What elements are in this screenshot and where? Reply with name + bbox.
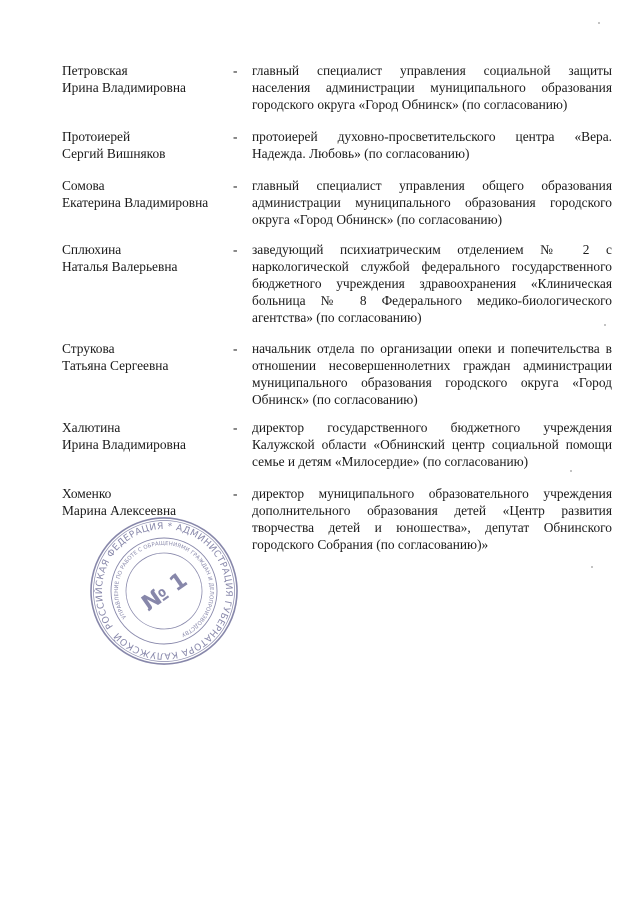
stamp-inner-text: УПРАВЛЕНИЕ ПО РАБОТЕ С ОБРАЩЕНИЯМИ ГРАЖДАН И ДЕЛОПРОИЗВОДСТВУ xyxy=(113,540,215,638)
dash: - xyxy=(233,129,238,144)
member-given-names: Марина Алексеевна xyxy=(62,503,177,518)
member-name xyxy=(62,419,232,453)
member-surname: Халютина xyxy=(62,420,121,435)
member-position: главный специалист управления общего образования администрации муниципального образования городского округа «Город Обнинск» (по согласованию) xyxy=(252,178,612,227)
stamp-outer-text: РОССИЙСКАЯ ФЕДЕРАЦИЯ * АДМИНИСТРАЦИЯ ГУБЕРНАТОРА КАЛУЖСКОЙ xyxy=(93,520,235,662)
member-position: директор муниципального образовательного учреждения дополнительного образования детей «Центр развития творчества детей и юношества», депутат Обнинского городского Собрания (по согласованию)» xyxy=(252,486,612,552)
member-given-names: Ирина Владимировна xyxy=(62,80,186,95)
member-position: главный специалист управления социальной защиты населения администрации муниципального образования городского округа «Город Обнинск» (по согласованию) xyxy=(252,63,612,112)
member-given-names: Сергий Вишняков xyxy=(62,146,166,161)
member-surname: Протоиерей xyxy=(62,129,131,144)
dash: - xyxy=(233,242,238,257)
member-surname: Хоменко xyxy=(62,486,112,501)
member-position: начальник отдела по организации опеки и попечительства в отношении несовершеннолетних граждан администрации муниципального образования городского округа «Город Обнинск» (по согласованию) xyxy=(252,341,612,407)
member-name xyxy=(62,485,232,519)
dash: - xyxy=(233,341,238,356)
member-given-names: Татьяна Сергеевна xyxy=(62,358,169,373)
member-surname: Петровская xyxy=(62,63,128,78)
member-given-names: Ирина Владимировна xyxy=(62,437,186,452)
scan-speck xyxy=(604,324,606,326)
scan-speck xyxy=(570,470,572,472)
dash: - xyxy=(233,178,238,193)
member-name xyxy=(62,128,232,162)
dash: - xyxy=(233,420,238,435)
scan-speck xyxy=(598,22,600,24)
member-name xyxy=(62,62,232,96)
stamp-number: № 1 xyxy=(137,567,193,617)
member-position: протоиерей духовно-просветительского центра «Вера. Надежда. Любовь» (по согласованию) xyxy=(252,129,612,161)
member-name xyxy=(62,177,232,211)
dash: - xyxy=(233,486,238,501)
member-surname: Струкова xyxy=(62,341,115,356)
member-position: директор государственного бюджетного учреждения Калужской области «Обнинский центр социальной помощи семье и детям «Милосердие» (по согласованию) xyxy=(252,420,612,469)
member-surname: Сплюхина xyxy=(62,242,122,257)
member-given-names: Екатерина Владимировна xyxy=(62,195,209,210)
member-name xyxy=(62,340,232,374)
official-round-stamp xyxy=(88,515,240,667)
dash: - xyxy=(233,63,238,78)
member-name xyxy=(62,241,232,275)
scan-speck xyxy=(591,566,593,568)
member-surname: Сомова xyxy=(62,178,105,193)
member-given-names: Наталья Валерьевна xyxy=(62,259,178,274)
member-position: заведующий психиатрическим отделением № 2 с наркологической службой федерального государственного бюджетного учреждения здравоохранения «Клиническая больница № 8 Федерального медико-биологического агентства» (по согласованию) xyxy=(252,242,612,325)
